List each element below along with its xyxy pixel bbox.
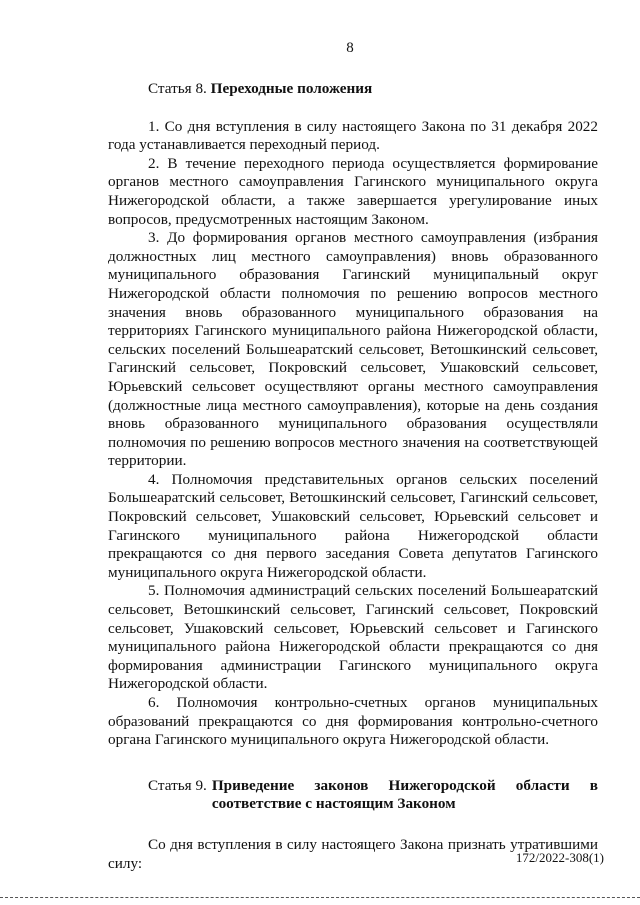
article-9-title-word: области (515, 776, 570, 794)
article-8-title: Переходные положения (210, 80, 373, 97)
article-8-paragraph-4: 4. Полномочия представительных органов сельских поселений Большеаратский сельсовет, Ветошкинский сельсовет, Гагинский сельсовет, Покровский сельсовет, Ушаковский сельсовет, Юрьевский сельсовет и Гагинского муниципального района Нижегородской области прекращаются со дня первого заседания Совета депутатов Гагинского муниципального округа Нижегородской области. (108, 470, 598, 581)
article-8-paragraph-5: 5. Полномочия администраций сельских поселений Большеаратский сельсовет, Ветошкинский сельсовет, Гагинский сельсовет, Покровский сельсовет, Ушаковский сельсовет, Юрьевский сельсовет и Гагинского муниципального района Нижегородской области прекращаются со дня формирования администрации Гагинского муниципального округа Нижегородской области. (108, 582, 598, 693)
article-8-paragraph-3: 3. До формирования органов местного самоуправления (избрания должностных лиц местного самоуправления) вновь образованного муниципального образования Гагинский муниципальный округ Нижегородской области полномочия по решению вопросов местного значения вновь образованного муниципального образования на территориях Гагинского муниципального района Нижегородской области, сельских поселений Большеаратский сельсовет, Ветошкинский сельсовет, Гагинский сельсовет, Покровский сельсовет, Ушаковский сельсовет, Юрьевский сельсовет осуществляют органы местного самоуправления (должностные лица местного самоуправления), которые на день создания вновь образованного муниципального образования осуществляли полномочия по решению вопросов местного значения на соответствующей территории. (108, 229, 598, 470)
article-9-label: Статья 9. (148, 776, 207, 794)
article-8-heading (108, 80, 598, 99)
article-8-paragraph-1: 1. Со дня вступления в силу настоящего Закона по 31 декабря 2022 года устанавливается переходный период. (108, 117, 598, 154)
article-9-title-word: Приведение (211, 776, 295, 794)
document-code: 172/2022-308(1) (515, 850, 604, 865)
article-9-paragraph-1: Со дня вступления в силу настоящего Закона признать утратившими силу: (108, 835, 598, 872)
article-8-paragraph-2: 2. В течение переходного периода осуществляется формирование органов местного самоуправления Гагинского муниципального округа Нижегородской области, а также завершается урегулирование иных вопросов, предусмотренных настоящим Законом. (108, 154, 598, 228)
article-8-label: Статья 8. (148, 80, 207, 97)
article-9-title-word: в (589, 776, 598, 794)
spacer (108, 814, 598, 836)
spacer (108, 750, 598, 777)
article-8-paragraph-6: 6. Полномочия контрольно-счетных органов муниципальных образований прекращаются со дня формирования контрольно-счетного органа Гагинского муниципального округа Нижегородской области. (108, 694, 598, 749)
page-number: 8 (346, 40, 354, 56)
article-9-heading (108, 777, 598, 814)
article-9-title-word: законов (314, 776, 369, 794)
document-body (108, 80, 598, 873)
spacer (108, 99, 598, 118)
article-9-title (212, 777, 598, 814)
scan-edge-line (0, 897, 640, 898)
article-9-title-word: Нижегородской (388, 776, 496, 794)
article-9-title-line-2: соответствие с настоящим Законом (211, 795, 456, 813)
article-9-title-line-1 (212, 777, 598, 796)
